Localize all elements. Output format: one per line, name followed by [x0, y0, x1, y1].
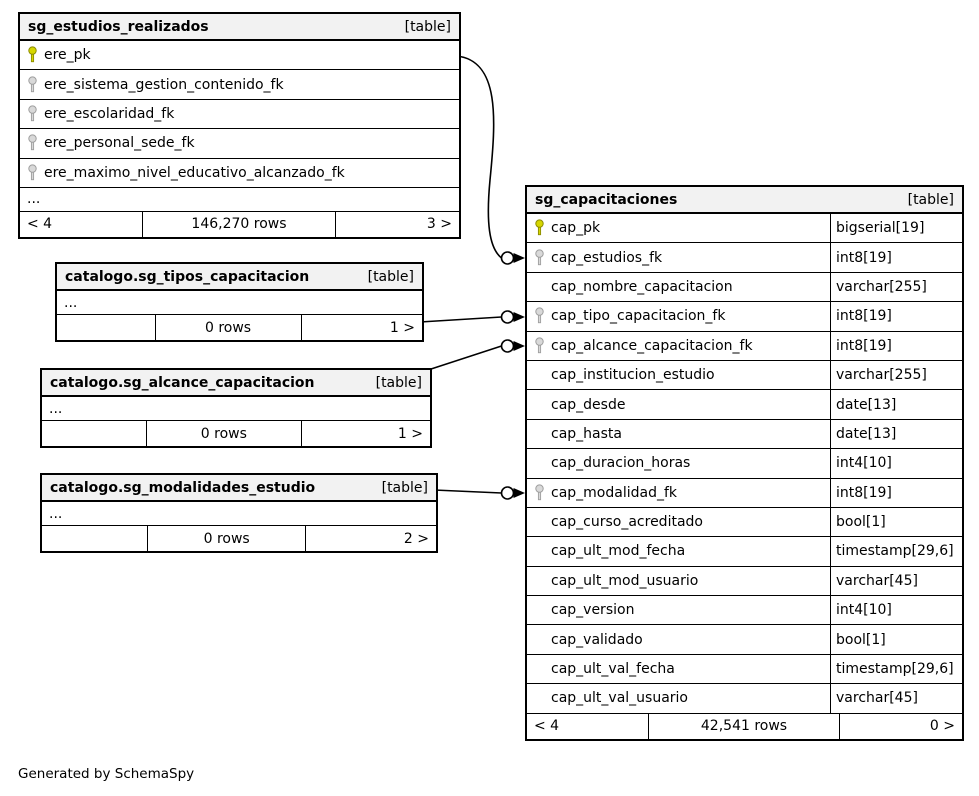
- column-type: int4[10]: [830, 449, 962, 477]
- table-header: [20, 14, 459, 41]
- key-icon-empty: [534, 660, 545, 678]
- table-footer: [42, 526, 436, 551]
- column-type: int8[19]: [830, 479, 962, 507]
- key-icon-empty: [534, 396, 545, 414]
- table-header: [527, 187, 962, 214]
- relation-sg_tipos_capacitacion-to-cap_tipo_capacitacion_fk: [420, 311, 525, 323]
- column-list: [42, 397, 430, 421]
- key-icon-empty: [534, 425, 545, 443]
- table-header: [57, 264, 422, 291]
- relation-sg_modalidades_estudio-to-cap_modalidad_fk: [434, 487, 525, 499]
- row-count: 0 rows: [156, 315, 302, 340]
- column-name: cap_institucion_estudio: [551, 367, 715, 384]
- column-name: cap_duracion_horas: [551, 455, 691, 472]
- key-icon-empty: [534, 278, 545, 296]
- column-row-cap_ult_mod_usuario: [527, 567, 962, 596]
- column-row-cap_alcance_capacitacion_fk: [527, 332, 962, 361]
- column-name: ere_pk: [44, 47, 91, 64]
- key-icon-empty: [534, 601, 545, 619]
- parent-count: < 4: [20, 212, 143, 237]
- relation-sg_alcance_capacitacion-to-cap_alcance_capacitacion_fk: [428, 340, 525, 370]
- column-list: [42, 502, 436, 526]
- arrowhead-icon: [514, 341, 526, 351]
- key-icon-empty: [534, 572, 545, 590]
- foreign-key-icon: [27, 164, 38, 182]
- child-count: 3 >: [426, 216, 452, 233]
- primary-key-icon: [27, 46, 38, 64]
- column-type: varchar[45]: [830, 684, 962, 712]
- table-catalogo-sg_modalidades_estudio[interactable]: [40, 473, 438, 553]
- primary-key-icon: [534, 219, 545, 237]
- more-columns-row: [42, 502, 436, 526]
- more-columns-row: [57, 291, 422, 315]
- column-name: cap_ult_val_fecha: [551, 661, 675, 678]
- row-count: 0 rows: [147, 421, 302, 446]
- column-type: timestamp[29,6]: [830, 655, 962, 683]
- column-row-cap_ult_val_usuario: [527, 684, 962, 713]
- column-name: cap_ult_mod_usuario: [551, 572, 699, 589]
- table-footer: [20, 212, 459, 237]
- column-list: [57, 291, 422, 315]
- column-name: cap_tipo_capacitacion_fk: [551, 308, 726, 325]
- parent-count: < 4: [527, 714, 649, 739]
- key-icon-empty: [534, 689, 545, 707]
- column-row-ere_sistema_gestion_contenido_fk: [20, 70, 459, 99]
- column-type: timestamp[29,6]: [830, 537, 962, 565]
- parent-count: [57, 315, 156, 340]
- more-columns-row: [20, 188, 459, 212]
- column-row-ere_maximo_nivel_educativo_alcanzado_fk: [20, 159, 459, 188]
- column-row-cap_institucion_estudio: [527, 361, 962, 390]
- column-name: cap_modalidad_fk: [551, 484, 677, 501]
- row-count: 146,270 rows: [143, 212, 336, 237]
- column-row-cap_validado: [527, 625, 962, 654]
- arrowhead-icon: [514, 312, 526, 322]
- column-type: int4[10]: [830, 596, 962, 624]
- column-row-cap_estudios_fk: [527, 243, 962, 272]
- column-row-ere_personal_sede_fk: [20, 129, 459, 158]
- table-tag: [table]: [404, 18, 451, 35]
- column-name: cap_estudios_fk: [551, 249, 663, 266]
- column-type: int8[19]: [830, 332, 962, 360]
- column-name: cap_alcance_capacitacion_fk: [551, 337, 753, 354]
- arrowhead-icon: [514, 488, 526, 498]
- column-name: cap_pk: [551, 220, 601, 237]
- column-row-cap_nombre_capacitacion: [527, 273, 962, 302]
- column-row-cap_hasta: [527, 420, 962, 449]
- child-count: 1 >: [397, 425, 423, 442]
- column-name: ere_sistema_gestion_contenido_fk: [44, 76, 284, 93]
- foreign-key-icon: [27, 134, 38, 152]
- foreign-key-icon: [534, 337, 545, 355]
- child-count: 0 >: [929, 718, 955, 735]
- column-row-ere_pk: [20, 41, 459, 70]
- column-row-cap_desde: [527, 390, 962, 419]
- column-name: cap_nombre_capacitacion: [551, 278, 733, 295]
- child-count: 1 >: [389, 319, 415, 336]
- column-row-cap_duracion_horas: [527, 449, 962, 478]
- column-row-cap_modalidad_fk: [527, 479, 962, 508]
- column-name: cap_desde: [551, 396, 626, 413]
- table-title[interactable]: catalogo.sg_tipos_capacitacion: [65, 268, 310, 285]
- column-name: cap_hasta: [551, 425, 622, 442]
- relation-ere_pk-to-cap_estudios_fk: [457, 56, 525, 264]
- column-row-cap_ult_val_fecha: [527, 655, 962, 684]
- table-title[interactable]: sg_capacitaciones: [535, 191, 678, 208]
- column-name: ere_personal_sede_fk: [44, 135, 195, 152]
- column-type: bool[1]: [830, 625, 962, 653]
- key-icon-empty: [534, 631, 545, 649]
- table-footer: [527, 714, 962, 739]
- generated-by-note: Generated by SchemaSpy: [18, 766, 195, 782]
- zero-many-circle: [502, 252, 514, 264]
- table-sg_estudios_realizados[interactable]: [18, 12, 461, 239]
- foreign-key-icon: [534, 307, 545, 325]
- table-header: [42, 370, 430, 397]
- column-name: cap_validado: [551, 631, 643, 648]
- column-name: ...: [64, 294, 78, 311]
- table-tag: [table]: [375, 374, 422, 391]
- key-icon-empty: [534, 542, 545, 560]
- column-type: date[13]: [830, 420, 962, 448]
- foreign-key-icon: [534, 484, 545, 502]
- table-sg_capacitaciones[interactable]: [525, 185, 964, 741]
- column-name: cap_version: [551, 602, 635, 619]
- table-title[interactable]: catalogo.sg_alcance_capacitacion: [50, 374, 315, 391]
- table-tag: [table]: [367, 268, 414, 285]
- column-type: varchar[45]: [830, 567, 962, 595]
- column-row-cap_tipo_capacitacion_fk: [527, 302, 962, 331]
- column-type: int8[19]: [830, 243, 962, 271]
- arrowhead-icon: [514, 253, 526, 263]
- table-catalogo-sg_tipos_capacitacion[interactable]: [55, 262, 424, 342]
- column-list: [20, 41, 459, 212]
- table-catalogo-sg_alcance_capacitacion[interactable]: [40, 368, 432, 448]
- key-icon-empty: [534, 366, 545, 384]
- foreign-key-icon: [27, 76, 38, 94]
- column-name: cap_ult_val_usuario: [551, 690, 688, 707]
- zero-many-circle: [502, 487, 514, 499]
- column-list: [527, 214, 962, 714]
- column-name: cap_ult_mod_fecha: [551, 543, 686, 560]
- column-name: ...: [27, 191, 41, 208]
- table-tag: [table]: [907, 191, 954, 208]
- more-columns-row: [42, 397, 430, 421]
- column-row-ere_escolaridad_fk: [20, 100, 459, 129]
- column-type: date[13]: [830, 390, 962, 418]
- column-type: varchar[255]: [830, 361, 962, 389]
- column-name: ere_maximo_nivel_educativo_alcanzado_fk: [44, 164, 345, 181]
- column-type: int8[19]: [830, 302, 962, 330]
- parent-count: [42, 421, 147, 446]
- table-tag: [table]: [381, 479, 428, 496]
- column-type: bigserial[19]: [830, 214, 962, 242]
- column-row-cap_version: [527, 596, 962, 625]
- parent-count: [42, 526, 148, 551]
- row-count: 42,541 rows: [649, 714, 840, 739]
- table-header: [42, 475, 436, 502]
- row-count: 0 rows: [148, 526, 306, 551]
- table-title[interactable]: sg_estudios_realizados: [28, 18, 209, 35]
- zero-many-circle: [502, 340, 514, 352]
- column-name: ...: [49, 400, 63, 417]
- table-footer: [57, 315, 422, 340]
- column-name: ...: [49, 505, 63, 522]
- foreign-key-icon: [27, 105, 38, 123]
- column-row-cap_pk: [527, 214, 962, 243]
- column-type: bool[1]: [830, 508, 962, 536]
- zero-many-circle: [502, 311, 514, 323]
- key-icon-empty: [534, 513, 545, 531]
- foreign-key-icon: [534, 249, 545, 267]
- table-title[interactable]: catalogo.sg_modalidades_estudio: [50, 479, 316, 496]
- child-count: 2 >: [403, 530, 429, 547]
- column-name: ere_escolaridad_fk: [44, 105, 175, 122]
- table-footer: [42, 421, 430, 446]
- column-name: cap_curso_acreditado: [551, 514, 703, 531]
- column-type: varchar[255]: [830, 273, 962, 301]
- column-row-cap_ult_mod_fecha: [527, 537, 962, 566]
- column-row-cap_curso_acreditado: [527, 508, 962, 537]
- key-icon-empty: [534, 454, 545, 472]
